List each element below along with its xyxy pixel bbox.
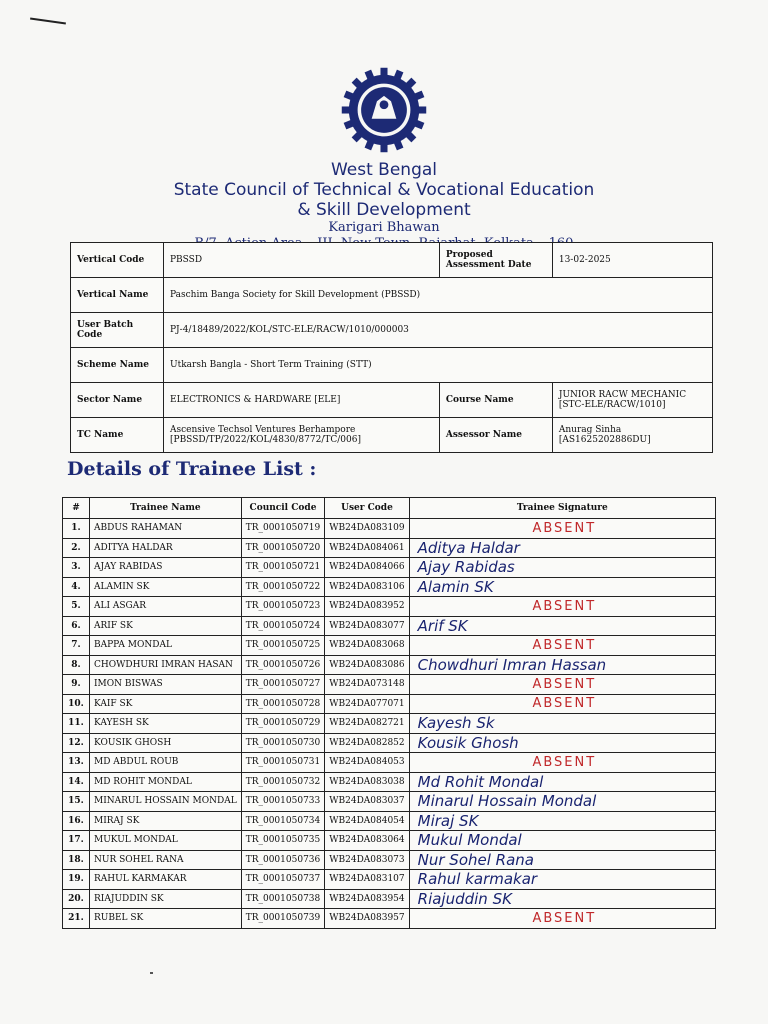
- table-row: [63, 655, 716, 675]
- user-code: WB24DA083037: [325, 792, 409, 812]
- user-code: WB24DA083086: [325, 655, 409, 675]
- batch-info-table: [70, 242, 713, 453]
- table-header-row: [63, 498, 716, 519]
- trainee-signature: ABSENT: [409, 694, 715, 714]
- trainee-name: RIAJUDDIN SK: [90, 889, 242, 909]
- trainee-name: ABDUS RAHAMAN: [90, 519, 242, 539]
- trainee-name: ALI ASGAR: [90, 597, 242, 617]
- trainee-name: KOUSIK GHOSH: [90, 733, 242, 753]
- table-row: [63, 753, 716, 773]
- table-row: [63, 558, 716, 578]
- row-number: 19.: [63, 870, 90, 890]
- row-number: 3.: [63, 558, 90, 578]
- row-number: 6.: [63, 616, 90, 636]
- trainee-signature: ABSENT: [409, 909, 715, 929]
- user-code: WB24DA084053: [325, 753, 409, 773]
- table-row: [63, 792, 716, 812]
- trainee-signature: Minarul Hossain Mondal: [409, 792, 715, 812]
- council-code: TR_0001050721: [241, 558, 325, 578]
- table-row: [63, 870, 716, 890]
- info-label: Sector Name: [71, 383, 164, 418]
- info-row: [71, 278, 713, 313]
- table-row: [63, 714, 716, 734]
- table-row: [63, 772, 716, 792]
- user-code: WB24DA084054: [325, 811, 409, 831]
- user-code: WB24DA083952: [325, 597, 409, 617]
- info-label: User Batch Code: [71, 313, 164, 348]
- row-number: 12.: [63, 733, 90, 753]
- trainee-name: AJAY RABIDAS: [90, 558, 242, 578]
- user-code: WB24DA073148: [325, 675, 409, 695]
- letterhead: [0, 66, 768, 252]
- trainee-name: KAIF SK: [90, 694, 242, 714]
- council-code: TR_0001050735: [241, 831, 325, 851]
- trainee-signature: Md Rohit Mondal: [409, 772, 715, 792]
- trainee-signature: Rahul karmakar: [409, 870, 715, 890]
- user-code: WB24DA083073: [325, 850, 409, 870]
- council-code: TR_0001050738: [241, 889, 325, 909]
- table-row: [63, 733, 716, 753]
- info-label: TC Name: [71, 418, 164, 453]
- council-code: TR_0001050733: [241, 792, 325, 812]
- pen-mark: [30, 18, 66, 25]
- info-label: Vertical Name: [71, 278, 164, 313]
- trainee-name: CHOWDHURI IMRAN HASAN: [90, 655, 242, 675]
- trainee-name: MD ABDUL ROUB: [90, 753, 242, 773]
- row-number: 1.: [63, 519, 90, 539]
- table-row: [63, 597, 716, 617]
- trainee-signature: Chowdhuri Imran Hassan: [409, 655, 715, 675]
- user-code: WB24DA083064: [325, 831, 409, 851]
- row-number: 17.: [63, 831, 90, 851]
- row-number: 15.: [63, 792, 90, 812]
- row-number: 11.: [63, 714, 90, 734]
- trainee-name: IMON BISWAS: [90, 675, 242, 695]
- council-code: TR_0001050734: [241, 811, 325, 831]
- row-number: 4.: [63, 577, 90, 597]
- council-code: TR_0001050729: [241, 714, 325, 734]
- user-code: WB24DA082852: [325, 733, 409, 753]
- row-number: 13.: [63, 753, 90, 773]
- trainee-signature: Kayesh Sk: [409, 714, 715, 734]
- column-header: #: [63, 498, 90, 519]
- trainee-signature: Kousik Ghosh: [409, 733, 715, 753]
- trainee-signature: ABSENT: [409, 636, 715, 656]
- info-label: Vertical Code: [71, 243, 164, 278]
- table-row: [63, 636, 716, 656]
- column-header: Trainee Name: [90, 498, 242, 519]
- trainee-signature: ABSENT: [409, 675, 715, 695]
- council-code: TR_0001050725: [241, 636, 325, 656]
- row-number: 21.: [63, 909, 90, 929]
- info-label: Scheme Name: [71, 348, 164, 383]
- user-code: WB24DA083957: [325, 909, 409, 929]
- council-code: TR_0001050720: [241, 538, 325, 558]
- row-number: 16.: [63, 811, 90, 831]
- trainee-name: ALAMIN SK: [90, 577, 242, 597]
- info-value: Anurag Sinha [AS1625202886DU]: [552, 418, 712, 453]
- trainee-signature: Alamin SK: [409, 577, 715, 597]
- trainee-table: [62, 497, 716, 929]
- org-building: Karigari Bhawan: [328, 220, 440, 235]
- row-number: 7.: [63, 636, 90, 656]
- info-value: ELECTRONICS & HARDWARE [ELE]: [164, 383, 440, 418]
- table-row: [63, 909, 716, 929]
- trainee-name: MIRAJ SK: [90, 811, 242, 831]
- trainee-name: MD ROHIT MONDAL: [90, 772, 242, 792]
- trainee-name: MUKUL MONDAL: [90, 831, 242, 851]
- trainee-signature: Aditya Haldar: [409, 538, 715, 558]
- table-row: [63, 577, 716, 597]
- council-code: TR_0001050719: [241, 519, 325, 539]
- trainee-signature: ABSENT: [409, 753, 715, 773]
- trainee-name: ARIF SK: [90, 616, 242, 636]
- table-row: [63, 538, 716, 558]
- council-code: TR_0001050732: [241, 772, 325, 792]
- speck: [150, 972, 153, 974]
- table-row: [63, 831, 716, 851]
- info-value: JUNIOR RACW MECHANIC [STC-ELE/RACW/1010]: [552, 383, 712, 418]
- org-state: West Bengal: [330, 160, 438, 180]
- trainee-rows: [63, 519, 716, 929]
- user-code: WB24DA083106: [325, 577, 409, 597]
- trainee-name: ADITYA HALDAR: [90, 538, 242, 558]
- council-code: TR_0001050737: [241, 870, 325, 890]
- info-label: Course Name: [439, 383, 552, 418]
- row-number: 2.: [63, 538, 90, 558]
- info-value: Ascensive Techsol Ventures Berhampore [PBSSD/TP/2022/KOL/4830/8772/TC/006]: [164, 418, 440, 453]
- column-header: User Code: [325, 498, 409, 519]
- info-row: [71, 418, 713, 453]
- info-row: [71, 313, 713, 348]
- row-number: 14.: [63, 772, 90, 792]
- council-code: TR_0001050739: [241, 909, 325, 929]
- trainee-signature: Ajay Rabidas: [409, 558, 715, 578]
- row-number: 5.: [63, 597, 90, 617]
- info-value: Paschim Banga Society for Skill Development (PBSSD): [164, 278, 713, 313]
- trainee-signature: Nur Sohel Rana: [409, 850, 715, 870]
- info-value: Utkarsh Bangla - Short Term Training (STT): [164, 348, 713, 383]
- row-number: 8.: [63, 655, 90, 675]
- info-row: [71, 348, 713, 383]
- user-code: WB24DA083109: [325, 519, 409, 539]
- trainee-name: MINARUL HOSSAIN MONDAL: [90, 792, 242, 812]
- council-code: TR_0001050736: [241, 850, 325, 870]
- trainee-name: NUR SOHEL RANA: [90, 850, 242, 870]
- info-value: PJ-4/18489/2022/KOL/STC-ELE/RACW/1010/000003: [164, 313, 713, 348]
- row-number: 18.: [63, 850, 90, 870]
- trainee-signature: Riajuddin SK: [409, 889, 715, 909]
- user-code: WB24DA084061: [325, 538, 409, 558]
- trainee-name: KAYESH SK: [90, 714, 242, 734]
- table-row: [63, 616, 716, 636]
- council-code: TR_0001050726: [241, 655, 325, 675]
- row-number: 20.: [63, 889, 90, 909]
- trainee-signature: ABSENT: [409, 519, 715, 539]
- row-number: 10.: [63, 694, 90, 714]
- trainee-name: BAPPA MONDAL: [90, 636, 242, 656]
- table-row: [63, 889, 716, 909]
- council-code: TR_0001050727: [241, 675, 325, 695]
- table-row: [63, 850, 716, 870]
- council-code: TR_0001050722: [241, 577, 325, 597]
- user-code: WB24DA082721: [325, 714, 409, 734]
- council-code: TR_0001050724: [241, 616, 325, 636]
- user-code: WB24DA083068: [325, 636, 409, 656]
- info-label: Proposed Assessment Date: [439, 243, 552, 278]
- table-row: [63, 694, 716, 714]
- table-row: [63, 519, 716, 539]
- column-header: Trainee Signature: [409, 498, 715, 519]
- info-value: PBSSD: [164, 243, 440, 278]
- trainee-signature: Mukul Mondal: [409, 831, 715, 851]
- info-value: 13-02-2025: [552, 243, 712, 278]
- council-code: TR_0001050723: [241, 597, 325, 617]
- trainee-signature: Arif SK: [409, 616, 715, 636]
- info-row: [71, 243, 713, 278]
- table-row: [63, 811, 716, 831]
- user-code: WB24DA083954: [325, 889, 409, 909]
- user-code: WB24DA083038: [325, 772, 409, 792]
- trainee-name: RUBEL SK: [90, 909, 242, 929]
- council-seal-icon: [340, 66, 428, 154]
- info-label: Assessor Name: [439, 418, 552, 453]
- info-row: [71, 383, 713, 418]
- section-title: Details of Trainee List :: [67, 458, 317, 480]
- council-code: TR_0001050728: [241, 694, 325, 714]
- user-code: WB24DA083107: [325, 870, 409, 890]
- org-name: State Council of Technical & Vocational Education: [173, 180, 595, 200]
- trainee-signature: ABSENT: [409, 597, 715, 617]
- org-name-cont: & Skill Development: [297, 200, 471, 220]
- council-code: TR_0001050731: [241, 753, 325, 773]
- user-code: WB24DA084066: [325, 558, 409, 578]
- trainee-signature: Miraj SK: [409, 811, 715, 831]
- user-code: WB24DA083077: [325, 616, 409, 636]
- row-number: 9.: [63, 675, 90, 695]
- column-header: Council Code: [241, 498, 325, 519]
- council-code: TR_0001050730: [241, 733, 325, 753]
- user-code: WB24DA077071: [325, 694, 409, 714]
- table-row: [63, 675, 716, 695]
- trainee-name: RAHUL KARMAKAR: [90, 870, 242, 890]
